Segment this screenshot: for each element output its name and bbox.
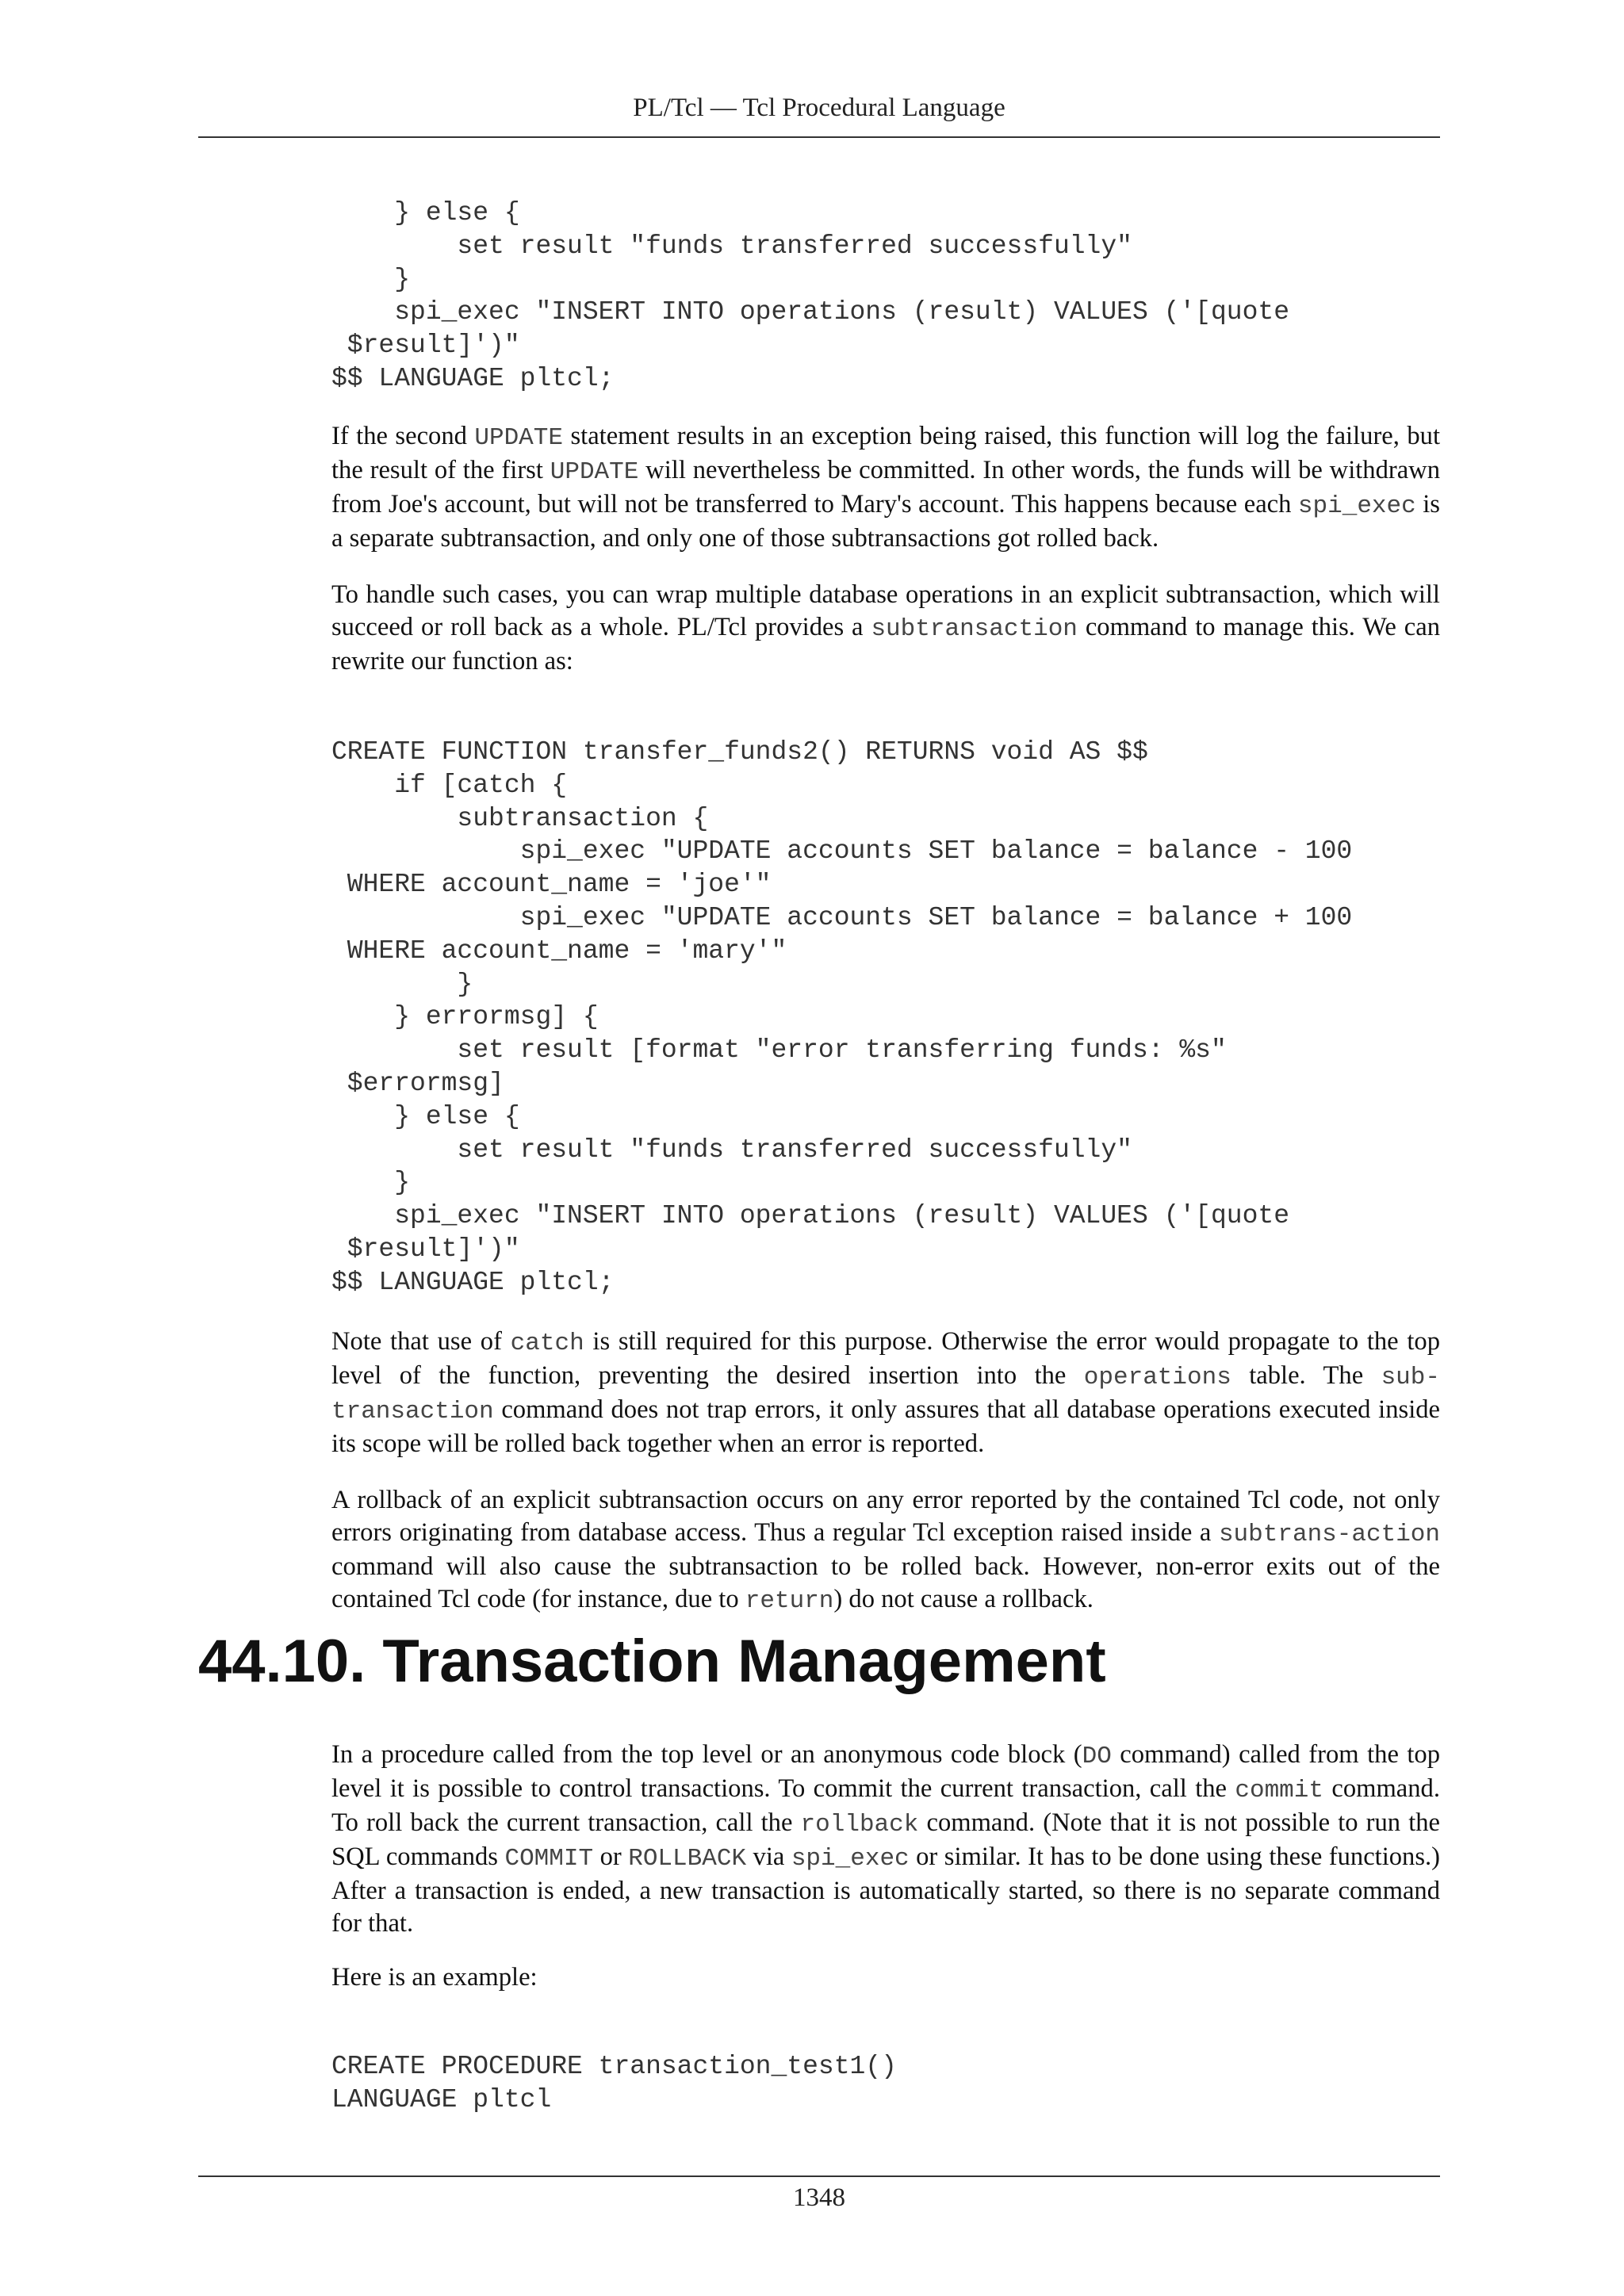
text-run: will nevertheless be committed. In other words, the funds will be withdrawn from Joe's account, but will not be transferred to Mary's account. This happens because each (331, 456, 1440, 519)
footer-rule (198, 2175, 1440, 2177)
inline-code: DO (1082, 1743, 1112, 1770)
paragraph-transaction-control (331, 1739, 1440, 1940)
text-run: Note that use of (331, 1327, 511, 1356)
inline-code: UPDATE (550, 458, 639, 486)
paragraph-example-intro: Here is an example: (331, 1963, 538, 1992)
text-run: statement results in an exception being raised, this function will log the failure, but the result of the first (331, 422, 1440, 484)
text-run: If the second (331, 422, 475, 450)
text-run: or similar. It has to be done using these functions.) After a transaction is ended, a new transaction is automatically started, so there is no separate command for that. (331, 1843, 1441, 1938)
text-run: command. To roll back the current transaction, call the (331, 1774, 1440, 1837)
inline-code: subtrans-action (1218, 1521, 1440, 1548)
text-run: command. (Note that it is not possible to run the SQL commands (331, 1808, 1441, 1871)
paragraph-rollback-explanation (331, 1484, 1440, 1617)
inline-code: spi_exec (791, 1845, 910, 1873)
text-run: In a procedure called from the top level or an anonymous code block ( (331, 1740, 1082, 1769)
text-run: is a separate subtransaction, and only one of those subtransactions got rolled back. (331, 490, 1440, 553)
text-run: is still required for this purpose. Otherwise the error would propagate to the top level of the function, preventing the desired insertion into the (331, 1327, 1440, 1390)
text-run: A rollback of an explicit subtransaction occurs on any error reported by the contained Tcl code, not only errors originating from database access. Thus a regular Tcl exception raised inside a (331, 1486, 1440, 1547)
inline-code: commit (1235, 1777, 1323, 1804)
code-block-transfer-funds2: CREATE FUNCTION transfer_funds2() RETURNS void AS $$ if [catch { subtransaction { spi_exec "UPDATE accounts SET balance = balance - 100 WHERE account_name = 'joe'" spi_exec "UPDATE accounts SET balance = balance + 100 WHERE account_name = 'mary'" } } errormsg] { set result [format "error transferring funds: %s" $errormsg] } else { set result "funds transferred successfully" } spi_exec "INSERT INTO operations (result) VALUES ('[quote $result]')" $$ LANGUAGE pltcl; (331, 737, 1353, 1297)
text-run: To handle such cases, you can wrap multiple database operations in an explicit subtransaction, which will succeed or roll back as a whole. PL/Tcl provides a (331, 580, 1440, 641)
text-run: or (593, 1843, 629, 1871)
inline-code: subtransaction (871, 615, 1078, 643)
text-run: ) do not cause a rollback. (833, 1585, 1094, 1613)
page-number: 1348 (793, 2183, 845, 2212)
text-run: command) called from the top level it is possible to control transactions. To commit the current transaction, call the (331, 1740, 1440, 1803)
code-block-transaction-test1: CREATE PROCEDURE transaction_test1() LANGUAGE pltcl (331, 2052, 897, 2114)
inline-code: catch (510, 1330, 584, 1357)
running-header: PL/Tcl — Tcl Procedural Language (633, 94, 1005, 122)
header-rule (198, 136, 1440, 138)
inline-code: return (745, 1587, 834, 1615)
text-run: via (746, 1843, 791, 1871)
paragraph-catch-note (331, 1326, 1440, 1460)
inline-code: rollback (800, 1811, 919, 1839)
inline-code: operations (1083, 1364, 1231, 1391)
inline-code: sub-transaction (331, 1364, 1440, 1425)
text-run: command to manage this. We can rewrite our function as: (331, 613, 1440, 675)
text-run: command does not trap errors, it only assures that all database operations executed inside its scope will be rolled back together when an error is reported. (331, 1395, 1440, 1458)
inline-code: spi_exec (1297, 492, 1416, 520)
inline-code: COMMIT (504, 1845, 594, 1873)
text-run: table. The (1231, 1361, 1381, 1390)
inline-code: ROLLBACK (628, 1845, 747, 1873)
paragraph-update-exception (331, 420, 1440, 555)
inline-code: UPDATE (474, 424, 563, 452)
paragraph-explicit-subtransaction (331, 579, 1440, 678)
code-block-continuation: } else { set result "funds transferred successfully" } spi_exec "INSERT INTO operations (result) VALUES ('[quote $result]')" $$ LANGUAGE pltcl; (331, 198, 1289, 393)
text-run: command will also cause the subtransaction to be rolled back. However, non-error exits out of the contained Tcl code (for instance, due to (331, 1552, 1440, 1613)
section-heading: 44.10. Transaction Management (198, 1628, 1106, 1695)
